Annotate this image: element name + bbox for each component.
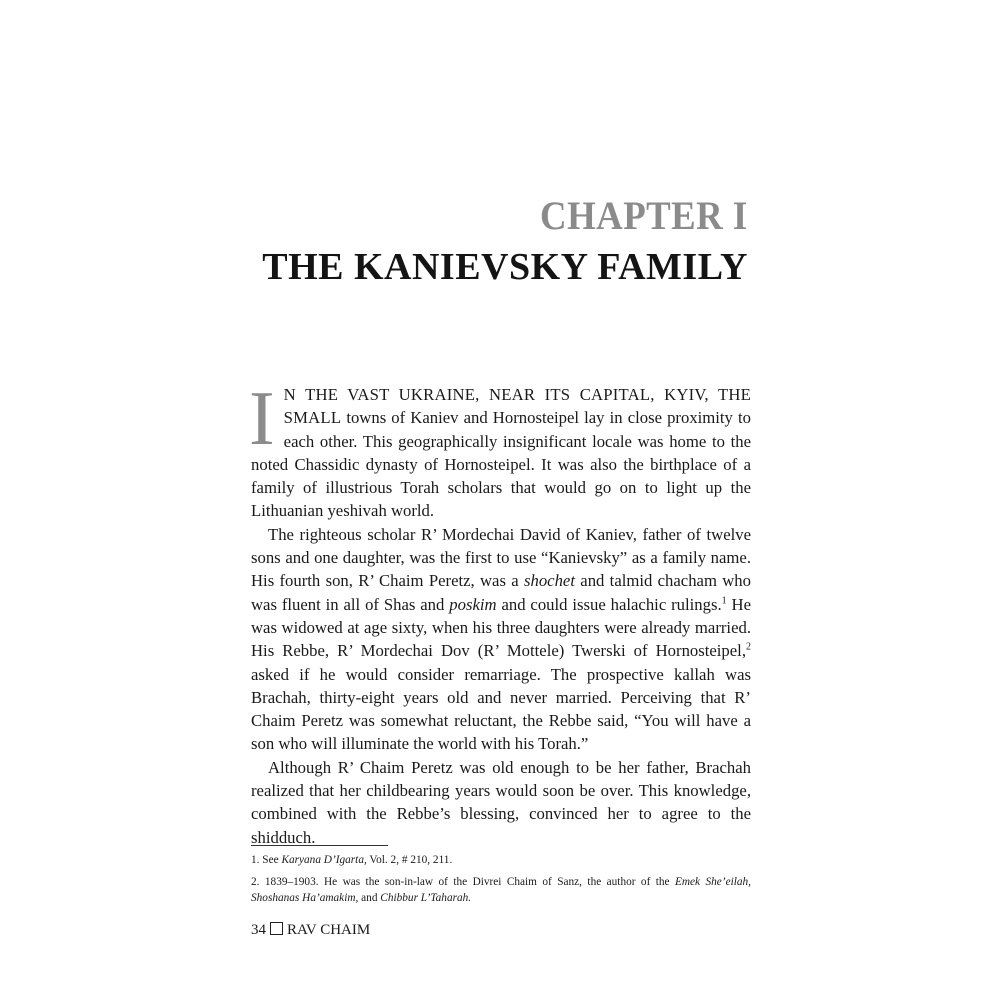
- running-footer: [251, 921, 370, 939]
- footnote-2-title-2: Chibbur L’Taharah.: [380, 892, 472, 904]
- chapter-label: CHAPTER I: [540, 193, 748, 238]
- paragraph-2-text-d: He was widowed at age sixty, when his three daughters were already married. His Rebbe, R’ Mordechai Dov (R’ Mottele) Twerski of Hornosteipel,: [251, 594, 751, 661]
- footnotes: [251, 852, 751, 912]
- paragraph-3: Although R’ Chaim Peretz was old enough to be her father, Brachah realized that her childbearing years would soon be over. This knowledge, combined with the Rebbe’s blessing, convinced her to agree to the shidduch.: [251, 757, 751, 847]
- term-shochet: shochet: [523, 571, 575, 591]
- footnote-2-text-a: 2. 1839–1903. He was the son-in-law of the Divrei Chaim of Sanz, the author of the: [251, 876, 670, 888]
- body-text: [249, 375, 751, 849]
- footnote-2: [251, 874, 751, 906]
- paragraph-2: [251, 523, 751, 756]
- paragraph-2-text-b: and talmid chacham who was fluent in all of Shas and: [251, 571, 751, 614]
- paragraph-2-text-a: The righteous scholar R’ Mordechai David of Kaniev, father of twelve sons and one daughter, was the first to use “Kanievsky” as a family name. His fourth son, R’ Chaim Peretz, was a: [251, 524, 751, 591]
- paragraph-1-text: towns of Kaniev and Hornosteipel lay in close proximity to each other. This geographically insignificant locale was home to the noted Chassidic dynasty of Hornosteipel. It was also the birthplace of a family of illustrious Torah scholars that would go on to light up the Lithuanian yeshivah world.: [251, 408, 751, 521]
- footnote-2-title-1: Emek She’eilah, Shoshanas Ha’amakim,: [251, 876, 751, 904]
- footnote-ref-2[interactable]: 2: [746, 641, 751, 653]
- footnote-ref-1[interactable]: 1: [721, 595, 727, 607]
- paragraph-1: [249, 375, 751, 523]
- term-poskim: poskim: [449, 594, 497, 614]
- paragraph-2-text-e: asked if he would consider remarriage. The prospective kallah was Brachah, thirty-eight years old and never married. Perceiving that R’ Chaim Peretz was somewhat reluctant, the Rebbe said, “You will have a son who will illuminate the world with his Torah.”: [251, 664, 751, 754]
- box-separator-icon: [270, 922, 283, 935]
- paragraph-2-text-c: and could issue halachic rulings.: [501, 594, 722, 614]
- page-number: 34: [251, 922, 266, 938]
- footnote-divider: [251, 845, 388, 846]
- footnote-1: [251, 852, 751, 868]
- book-title: RAV CHAIM: [287, 922, 371, 938]
- drop-cap: I: [249, 375, 275, 461]
- chapter-title: THE KANIEVSKY FAMILY: [262, 246, 748, 288]
- lead-in-caps: N THE VAST UKRAINE, NEAR ITS CAPITAL, KYIV, THE SMALL: [283, 385, 751, 428]
- footnote-1-title: Karyana D’Igarta,: [281, 854, 367, 866]
- footnote-2-and: and: [361, 892, 378, 904]
- footnote-1-text-a: 1. See: [251, 854, 279, 866]
- footnote-1-text-b: Vol. 2, # 210, 211.: [369, 854, 453, 866]
